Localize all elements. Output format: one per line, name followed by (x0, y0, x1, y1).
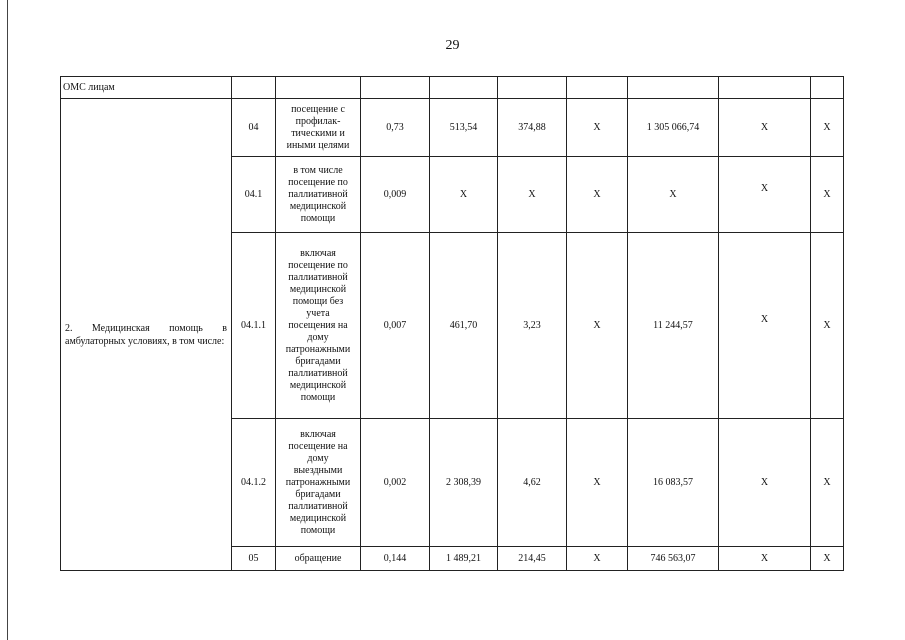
row-name-line: профилак- (295, 115, 341, 127)
table-row (61, 99, 844, 157)
row-code: 04.1 (232, 157, 276, 233)
section-label: 2. Медицинская помощь в амбулаторных условиях, в том числе: (65, 322, 227, 347)
row-name-line: помощи (300, 391, 336, 403)
row-name-line: дому (307, 331, 329, 343)
cell-value: Х (719, 157, 811, 233)
cell-value: 16 083,57 (628, 419, 719, 547)
cell-value: Х (811, 99, 844, 157)
cell-value: 513,54 (430, 99, 498, 157)
cell-value: Х (719, 233, 811, 419)
cell-value: Х (567, 419, 628, 547)
row-code: 05 (232, 547, 276, 571)
row-code: 04.1.2 (232, 419, 276, 547)
row-name (276, 157, 361, 233)
page-edge-line (7, 0, 8, 640)
row-name-line: бригадами (295, 488, 341, 500)
cell-value: Х (628, 157, 719, 233)
row-name (276, 233, 361, 419)
row-name-line: медицинской (289, 379, 347, 391)
row-name-line: иными целями (286, 139, 350, 151)
row-name-line: бригадами (295, 355, 341, 367)
row-name-line: выездными (293, 464, 343, 476)
row-name-line: тическими и (291, 127, 345, 139)
cell-value: Х (567, 547, 628, 571)
cell-value: Х (498, 157, 567, 233)
table-row (61, 77, 844, 99)
row-name-line: помощи (300, 524, 336, 536)
row-name-line: медицинской (289, 200, 347, 212)
section-label-cell (61, 99, 232, 571)
row-name-line: посещение с (291, 103, 345, 115)
cell-value: Х (567, 233, 628, 419)
row-code: 04.1.1 (232, 233, 276, 419)
cell-value: Х (719, 547, 811, 571)
cell-value: Х (430, 157, 498, 233)
cell-value: 214,45 (498, 547, 567, 571)
row-name-line: включая (300, 428, 336, 440)
row-name-line: посещения на (288, 319, 348, 331)
row-name-line: обращение (294, 552, 342, 564)
cell-value: 746 563,07 (628, 547, 719, 571)
row-name-line: включая (300, 247, 336, 259)
row-name-line: дому (307, 452, 329, 464)
row-name (276, 419, 361, 547)
row-name-line: помощи без (292, 295, 344, 307)
cell-value: Х (567, 157, 628, 233)
cell-value: 1 489,21 (430, 547, 498, 571)
row-name-line: паллиативной (288, 188, 348, 200)
cell-value: 0,002 (361, 419, 430, 547)
row-name-line: патронажными (285, 343, 351, 355)
cell-value: 0,009 (361, 157, 430, 233)
cell-value: 0,007 (361, 233, 430, 419)
budget-table (60, 76, 844, 571)
cell-value: 461,70 (430, 233, 498, 419)
cell-value: 1 305 066,74 (628, 99, 719, 157)
row-name-line: паллиативной (288, 271, 348, 283)
row-name-line: медицинской (289, 512, 347, 524)
cell-value: 4,62 (498, 419, 567, 547)
row-name (276, 99, 361, 157)
row-code: 04 (232, 99, 276, 157)
continuation-label: ОМС лицам (61, 77, 232, 99)
row-name (276, 547, 361, 571)
cell-value: Х (811, 157, 844, 233)
row-name-line: паллиативной (288, 500, 348, 512)
cell-value: 3,23 (498, 233, 567, 419)
cell-value: Х (567, 99, 628, 157)
row-name-line: посещение по (288, 259, 348, 271)
cell-value: Х (811, 547, 844, 571)
row-name-line: медицинской (289, 283, 347, 295)
cell-value: 2 308,39 (430, 419, 498, 547)
row-name-line: помощи (300, 212, 336, 224)
cell-value: Х (719, 419, 811, 547)
cell-value: Х (811, 419, 844, 547)
cell-value: 374,88 (498, 99, 567, 157)
cell-value: 11 244,57 (628, 233, 719, 419)
cell-value: Х (811, 233, 844, 419)
row-name-line: посещение на (288, 440, 348, 452)
cell-value: Х (719, 99, 811, 157)
cell-value: 0,144 (361, 547, 430, 571)
row-name-line: посещение по (288, 176, 348, 188)
page-number: 29 (445, 38, 460, 53)
row-name-line: учета (306, 307, 330, 319)
row-name-line: в том числе (293, 164, 343, 176)
cell-value: 0,73 (361, 99, 430, 157)
row-name-line: паллиативной (288, 367, 348, 379)
row-name-line: патронажными (285, 476, 351, 488)
